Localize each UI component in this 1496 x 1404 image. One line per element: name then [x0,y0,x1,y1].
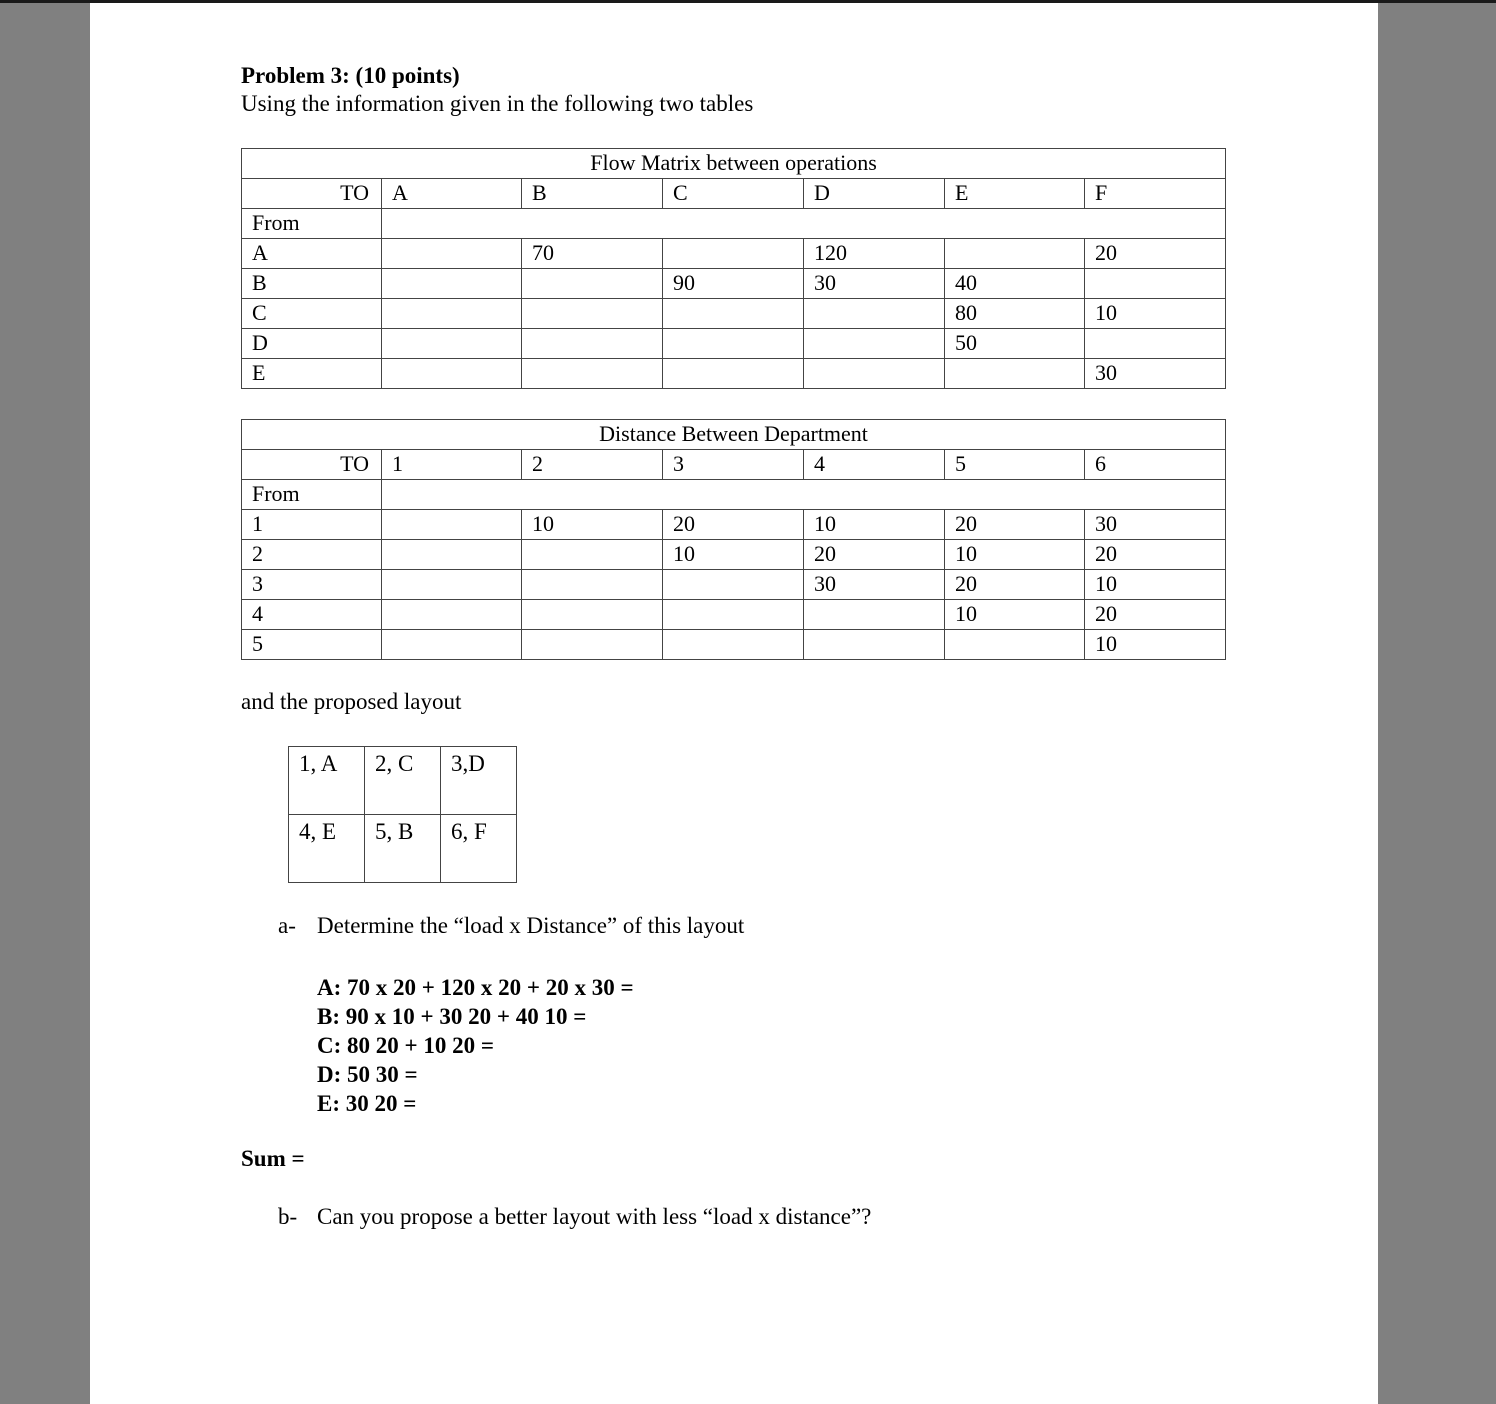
row-header: 1 [242,510,382,540]
column-header: F [1085,179,1226,209]
table-cell: 10 [663,540,804,570]
calculation-lines [317,973,634,1118]
table-cell [522,540,663,570]
table-cell: 30 [1085,359,1226,389]
table-cell: 30 [804,269,945,299]
table-cell: 10 [945,600,1085,630]
table-cell [382,630,522,660]
table-row [242,600,1226,630]
empty-span-cell [382,209,1226,239]
table-cell [522,329,663,359]
table-cell: 20 [1085,600,1226,630]
table-cell [522,359,663,389]
table-row [242,570,1226,600]
row-header: A [242,239,382,269]
table-cell [945,359,1085,389]
document-page [90,3,1378,1404]
distance-table-header-row [242,450,1226,480]
question-a-marker: a- [278,913,296,938]
table-cell: 10 [1085,570,1226,600]
table-cell [663,600,804,630]
column-header: C [663,179,804,209]
table-row [242,510,1226,540]
table-cell: 30 [1085,510,1226,540]
table-cell [663,359,804,389]
table-cell [382,239,522,269]
question-a-text: Determine the “load x Distance” of this layout [317,913,745,938]
table-cell: 30 [804,570,945,600]
table-cell [945,630,1085,660]
table-cell: 20 [663,510,804,540]
table-cell [522,269,663,299]
table-row [242,540,1226,570]
table-cell: 20 [1085,239,1226,269]
problem-intro: Using the information given in the following two tables [241,91,754,116]
table-cell: 20 [1085,540,1226,570]
table-cell [382,359,522,389]
row-header: 3 [242,570,382,600]
column-header: 5 [945,450,1085,480]
from-label: From [242,209,382,239]
column-header: 4 [804,450,945,480]
distance-matrix-table [241,419,1226,660]
table-cell [522,570,663,600]
table-cell: 80 [945,299,1085,329]
table-cell [663,239,804,269]
table-cell: 20 [945,510,1085,540]
row-header: C [242,299,382,329]
column-header: 3 [663,450,804,480]
calculation-line: D: 50 30 = [317,1062,418,1087]
table-cell [804,600,945,630]
layout-cell: 4, E [289,815,365,883]
table-cell [663,630,804,660]
table-cell [382,510,522,540]
question-b-text: Can you propose a better layout with less “load x distance”? [317,1204,872,1229]
flow-table-caption: Flow Matrix between operations [242,149,1226,179]
calculation-line: C: 80 20 + 10 20 = [317,1033,494,1058]
layout-cell: 2, C [365,747,441,815]
table-cell: 120 [804,239,945,269]
table-cell: 90 [663,269,804,299]
problem-title: Problem 3: (10 points) [241,63,460,88]
to-label: TO [242,179,382,209]
table-row [242,239,1226,269]
table-cell [945,239,1085,269]
table-cell: 20 [945,570,1085,600]
table-cell [1085,269,1226,299]
table-cell [382,570,522,600]
to-label: TO [242,450,382,480]
table-cell: 10 [804,510,945,540]
column-header: B [522,179,663,209]
table-row [242,329,1226,359]
question-b [278,1204,871,1230]
table-cell: 20 [804,540,945,570]
flow-table-header-row [242,179,1226,209]
column-header: 6 [1085,450,1226,480]
row-header: D [242,329,382,359]
table-cell [804,329,945,359]
layout-cell: 1, A [289,747,365,815]
column-header: 2 [522,450,663,480]
layout-cell: 6, F [441,815,517,883]
table-cell: 10 [1085,630,1226,660]
row-header: B [242,269,382,299]
table-cell [522,600,663,630]
row-header: 2 [242,540,382,570]
table-row [242,299,1226,329]
table-cell: 70 [522,239,663,269]
table-cell [382,299,522,329]
distance-table-caption: Distance Between Department [242,420,1226,450]
proposed-layout-grid [288,746,517,883]
table-cell: 10 [945,540,1085,570]
table-cell [382,269,522,299]
question-a [278,913,744,939]
table-row [242,630,1226,660]
layout-cell: 3,D [441,747,517,815]
column-header: D [804,179,945,209]
question-b-marker: b- [278,1204,298,1229]
layout-cell: 5, B [365,815,441,883]
table-row [242,359,1226,389]
table-row [242,269,1226,299]
sum-label: Sum = [241,1146,305,1171]
layout-row [289,815,517,883]
table-cell [804,630,945,660]
table-cell [1085,329,1226,359]
row-header: 5 [242,630,382,660]
table-cell [522,299,663,329]
table-cell [663,570,804,600]
table-cell: 10 [522,510,663,540]
table-cell [804,359,945,389]
layout-row [289,747,517,815]
table-cell [382,600,522,630]
column-header: A [382,179,522,209]
from-label: From [242,480,382,510]
layout-intro: and the proposed layout [241,689,462,714]
calculation-line: A: 70 x 20 + 120 x 20 + 20 x 30 = [317,975,634,1000]
flow-matrix-table [241,148,1226,389]
table-cell [804,299,945,329]
empty-span-cell [382,480,1226,510]
row-header: E [242,359,382,389]
calculation-line: B: 90 x 10 + 30 20 + 40 10 = [317,1004,587,1029]
table-cell [522,630,663,660]
row-header: 4 [242,600,382,630]
table-cell: 40 [945,269,1085,299]
table-cell [663,299,804,329]
table-cell [382,540,522,570]
column-header: 1 [382,450,522,480]
table-cell: 10 [1085,299,1226,329]
calculation-line: E: 30 20 = [317,1091,417,1116]
column-header: E [945,179,1085,209]
table-cell: 50 [945,329,1085,359]
table-cell [382,329,522,359]
table-cell [663,329,804,359]
